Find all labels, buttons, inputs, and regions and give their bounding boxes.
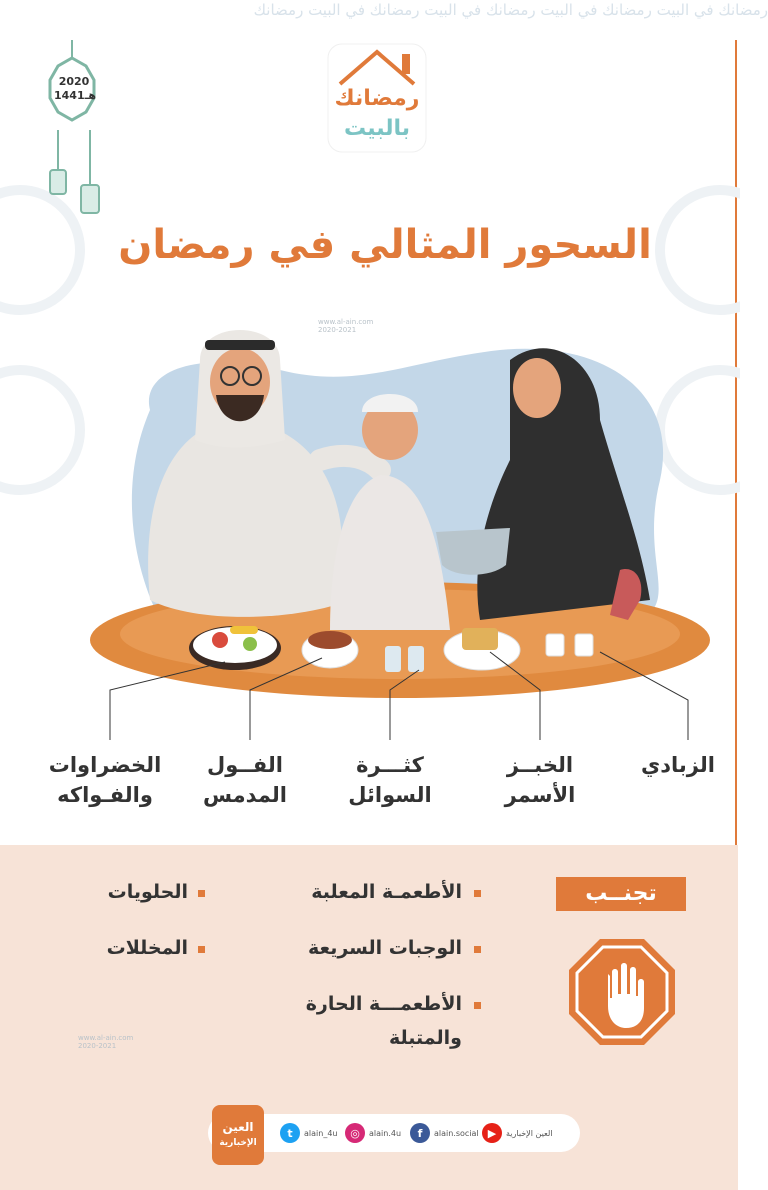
avoid-fast-food: الوجبات السريعة [307, 937, 462, 959]
youtube-icon: ▶ [482, 1123, 502, 1143]
avoid-spicy-food-line2: والمتبلة [389, 1027, 462, 1049]
item-fava-beans: الفــول المدمس [203, 753, 287, 807]
item-yogurt: الزبادي [641, 753, 715, 777]
watermark-bottom: www.al-ain.com 2020-2021 [78, 1034, 134, 1050]
page-title: السحور المثالي في رمضان [118, 222, 652, 268]
top-pattern-text: رمضانك في البيت رمضانك في البيت رمضانك في البيت رمضانك في البيت رمضانك [253, 1, 768, 19]
year-gregorian: 2020 [58, 75, 90, 88]
avoid-sweets: الحلويات [107, 881, 188, 903]
bullet [198, 890, 205, 897]
bullet [474, 890, 481, 897]
bullet [474, 946, 481, 953]
avoid-pickles: المخللات [106, 937, 188, 959]
alain-news-logo: العين الإخبارية [212, 1105, 264, 1165]
instagram-link[interactable]: ◎ alain.4u [345, 1122, 401, 1144]
logo-line2: بالبيت [343, 116, 411, 141]
avoid-spicy-food: الأطعمـــة الحارة [305, 993, 462, 1015]
year-hijri: 1441هـ [54, 89, 97, 102]
item-brown-bread: الخبــز الأسمر [504, 753, 576, 807]
watermark-top: www.al-ain.com 2020-2021 [318, 318, 374, 334]
instagram-icon: ◎ [345, 1123, 365, 1143]
item-vegetables-fruits: الخضراوات والفـواكه [48, 753, 162, 807]
avoid-label: تجنــب [556, 877, 686, 911]
twitter-icon: t [280, 1123, 300, 1143]
youtube-link[interactable]: ▶ العين الإخبارية [482, 1122, 553, 1144]
facebook-link[interactable]: f alain.social [410, 1122, 479, 1144]
avoid-canned-food: الأطعمـة المعلبة [311, 881, 462, 903]
item-fluids: كثـــرة السوائل [348, 753, 432, 807]
logo-line1: رمضانك [334, 86, 420, 111]
bullet [198, 946, 205, 953]
stop-hand-icon [566, 936, 678, 1048]
bullet [474, 1002, 481, 1009]
facebook-icon: f [410, 1123, 430, 1143]
twitter-link[interactable]: t alain_4u [280, 1122, 337, 1144]
